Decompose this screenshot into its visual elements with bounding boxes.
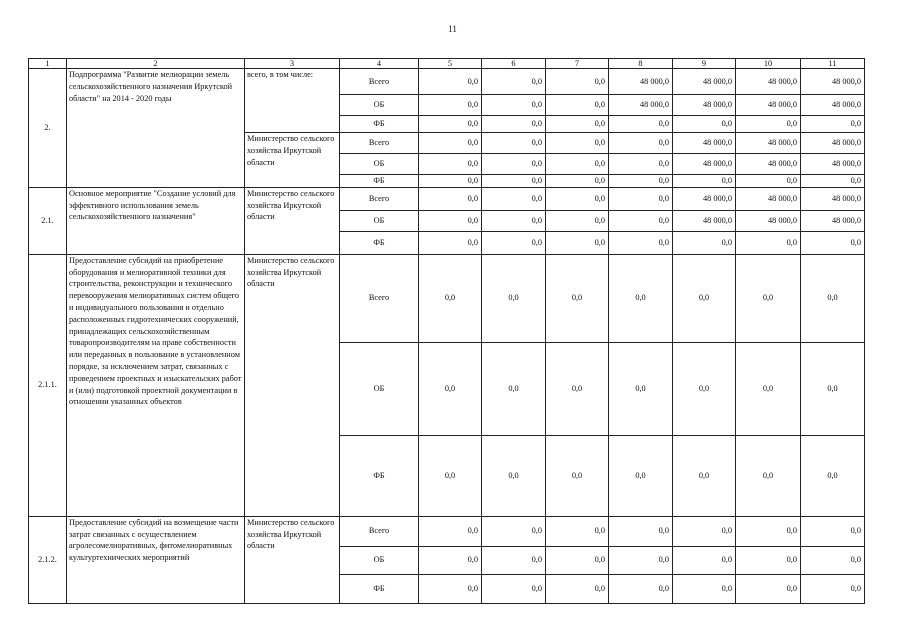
funding-source-cell: ФБ	[340, 175, 419, 188]
row-number-cell: 2.1.2.	[29, 516, 67, 603]
budget-table	[28, 58, 865, 604]
value-cell: 0,0	[546, 187, 609, 210]
col-header: 9	[673, 59, 736, 69]
funding-source-cell: Всего	[340, 254, 419, 342]
value-cell: 0,0	[801, 175, 865, 188]
value-cell: 0,0	[673, 116, 736, 133]
value-cell: 0,0	[482, 95, 546, 116]
value-cell: 0,0	[609, 516, 673, 546]
value-cell: 48 000,0	[736, 187, 801, 210]
value-cell: 0,0	[609, 154, 673, 175]
value-cell: 0,0	[609, 435, 673, 516]
funding-source-cell: Всего	[340, 516, 419, 546]
value-cell: 0,0	[736, 435, 801, 516]
funding-source-cell: ОБ	[340, 210, 419, 231]
value-cell: 0,0	[482, 154, 546, 175]
value-cell: 0,0	[546, 154, 609, 175]
col-header: 4	[340, 59, 419, 69]
value-cell: 0,0	[546, 69, 609, 95]
value-cell: 0,0	[673, 435, 736, 516]
value-cell: 0,0	[609, 133, 673, 154]
value-cell: 0,0	[673, 546, 736, 574]
value-cell: 0,0	[419, 69, 482, 95]
value-cell: 0,0	[609, 546, 673, 574]
value-cell: 0,0	[801, 435, 865, 516]
description-cell: Предоставление субсидий на приобретение оборудования и мелиоративной техники для строительства, реконструкции и технического перевооружения мелиоративных систем общего и индивидуального пользования и отдельно расположенных гидротехнических сооружений, принадлежащих сельскохозяйственным товаропроизводителям на праве собственности или переданных в пользование в установленном порядке, за исключением затрат, связанных с проведением проектных и изыскательских работ и (или) подготовкой проектной документации в отношении указанных объектов	[67, 254, 245, 516]
funding-source-cell: ОБ	[340, 95, 419, 116]
value-cell: 0,0	[419, 154, 482, 175]
value-cell: 48 000,0	[801, 187, 865, 210]
col-header: 8	[609, 59, 673, 69]
table-row	[29, 69, 865, 95]
value-cell: 48 000,0	[609, 69, 673, 95]
value-cell: 0,0	[546, 546, 609, 574]
value-cell: 0,0	[609, 574, 673, 603]
value-cell: 0,0	[546, 516, 609, 546]
value-cell: 0,0	[736, 546, 801, 574]
value-cell: 0,0	[736, 175, 801, 188]
value-cell: 0,0	[801, 116, 865, 133]
value-cell: 0,0	[482, 342, 546, 435]
executor-cell: Министерство сельского хозяйства Иркутской области	[245, 516, 340, 603]
value-cell: 0,0	[482, 133, 546, 154]
value-cell: 0,0	[419, 435, 482, 516]
description-cell: Предоставление субсидий на возмещение части затрат связанных с осуществлением агролесомелиоративных, фитомелиоративных культуртехнических мероприятий	[67, 516, 245, 603]
value-cell: 0,0	[546, 574, 609, 603]
value-cell: 0,0	[419, 574, 482, 603]
value-cell: 0,0	[673, 231, 736, 254]
value-cell: 0,0	[419, 133, 482, 154]
value-cell: 0,0	[609, 231, 673, 254]
value-cell: 0,0	[736, 574, 801, 603]
col-header: 7	[546, 59, 609, 69]
value-cell: 48 000,0	[801, 133, 865, 154]
table-row	[29, 516, 865, 546]
value-cell: 0,0	[482, 175, 546, 188]
value-cell: 0,0	[609, 342, 673, 435]
value-cell: 0,0	[419, 95, 482, 116]
value-cell: 0,0	[609, 187, 673, 210]
row-number-cell: 2.	[29, 69, 67, 188]
value-cell: 48 000,0	[736, 154, 801, 175]
value-cell: 48 000,0	[673, 69, 736, 95]
value-cell: 0,0	[482, 231, 546, 254]
col-header: 6	[482, 59, 546, 69]
row-number-cell: 2.1.	[29, 187, 67, 254]
col-header: 11	[801, 59, 865, 69]
value-cell: 0,0	[482, 574, 546, 603]
value-cell: 0,0	[736, 116, 801, 133]
value-cell: 0,0	[673, 516, 736, 546]
value-cell: 0,0	[482, 210, 546, 231]
value-cell: 48 000,0	[736, 210, 801, 231]
value-cell: 0,0	[801, 546, 865, 574]
value-cell: 0,0	[801, 342, 865, 435]
value-cell: 48 000,0	[801, 210, 865, 231]
col-header: 2	[67, 59, 245, 69]
value-cell: 0,0	[546, 95, 609, 116]
value-cell: 0,0	[546, 254, 609, 342]
value-cell: 0,0	[546, 210, 609, 231]
value-cell: 48 000,0	[673, 187, 736, 210]
header-row	[29, 59, 865, 69]
value-cell: 0,0	[736, 231, 801, 254]
value-cell: 0,0	[801, 574, 865, 603]
value-cell: 48 000,0	[801, 154, 865, 175]
funding-source-cell: ОБ	[340, 342, 419, 435]
row-number-cell: 2.1.1.	[29, 254, 67, 516]
value-cell: 0,0	[546, 342, 609, 435]
table-row	[29, 254, 865, 342]
col-header: 3	[245, 59, 340, 69]
value-cell: 0,0	[546, 116, 609, 133]
value-cell: 0,0	[546, 435, 609, 516]
value-cell: 0,0	[609, 116, 673, 133]
value-cell: 0,0	[482, 516, 546, 546]
value-cell: 0,0	[736, 516, 801, 546]
page-number: 11	[448, 24, 457, 34]
value-cell: 0,0	[419, 116, 482, 133]
value-cell: 0,0	[482, 546, 546, 574]
value-cell: 48 000,0	[673, 95, 736, 116]
value-cell: 48 000,0	[673, 133, 736, 154]
value-cell: 0,0	[736, 342, 801, 435]
value-cell: 0,0	[482, 254, 546, 342]
value-cell: 0,0	[482, 435, 546, 516]
value-cell: 48 000,0	[609, 95, 673, 116]
value-cell: 0,0	[736, 254, 801, 342]
value-cell: 0,0	[419, 187, 482, 210]
value-cell: 0,0	[419, 516, 482, 546]
funding-source-cell: ФБ	[340, 231, 419, 254]
value-cell: 48 000,0	[801, 95, 865, 116]
value-cell: 0,0	[801, 231, 865, 254]
value-cell: 0,0	[673, 342, 736, 435]
table-body	[29, 59, 865, 604]
value-cell: 0,0	[609, 210, 673, 231]
value-cell: 0,0	[546, 133, 609, 154]
value-cell: 48 000,0	[736, 69, 801, 95]
value-cell: 48 000,0	[673, 154, 736, 175]
funding-source-cell: Всего	[340, 69, 419, 95]
col-header: 5	[419, 59, 482, 69]
value-cell: 0,0	[419, 254, 482, 342]
description-cell: Основное мероприятие "Создание условий для эффективного использования земель сельскохозяйственного назначения"	[67, 187, 245, 254]
value-cell: 48 000,0	[673, 210, 736, 231]
funding-source-cell: ФБ	[340, 574, 419, 603]
funding-source-cell: ОБ	[340, 154, 419, 175]
value-cell: 0,0	[419, 342, 482, 435]
col-header: 10	[736, 59, 801, 69]
value-cell: 0,0	[482, 187, 546, 210]
value-cell: 48 000,0	[801, 69, 865, 95]
value-cell: 48 000,0	[736, 95, 801, 116]
funding-source-cell: Всего	[340, 133, 419, 154]
funding-source-cell: ФБ	[340, 435, 419, 516]
value-cell: 0,0	[673, 574, 736, 603]
value-cell: 0,0	[482, 116, 546, 133]
value-cell: 0,0	[482, 69, 546, 95]
value-cell: 0,0	[801, 516, 865, 546]
table-row	[29, 187, 865, 210]
executor-cell: всего, в том числе:	[245, 69, 340, 133]
value-cell: 0,0	[801, 254, 865, 342]
value-cell: 0,0	[673, 175, 736, 188]
value-cell: 0,0	[546, 175, 609, 188]
funding-source-cell: ФБ	[340, 116, 419, 133]
value-cell: 0,0	[609, 175, 673, 188]
value-cell: 0,0	[419, 231, 482, 254]
funding-source-cell: Всего	[340, 187, 419, 210]
funding-source-cell: ОБ	[340, 546, 419, 574]
value-cell: 0,0	[419, 175, 482, 188]
col-header: 1	[29, 59, 67, 69]
value-cell: 0,0	[673, 254, 736, 342]
description-cell: Подпрограмма "Развитие мелиорации земель сельскохозяйственного назначения Иркутской области" на 2014 - 2020 годы	[67, 69, 245, 188]
value-cell: 0,0	[546, 231, 609, 254]
value-cell: 0,0	[609, 254, 673, 342]
executor-cell: Министерство сельского хозяйства Иркутской области	[245, 254, 340, 516]
value-cell: 0,0	[419, 546, 482, 574]
executor-cell: Министерство сельского хозяйства Иркутской области	[245, 133, 340, 188]
executor-cell: Министерство сельского хозяйства Иркутской области	[245, 187, 340, 254]
value-cell: 48 000,0	[736, 133, 801, 154]
value-cell: 0,0	[419, 210, 482, 231]
